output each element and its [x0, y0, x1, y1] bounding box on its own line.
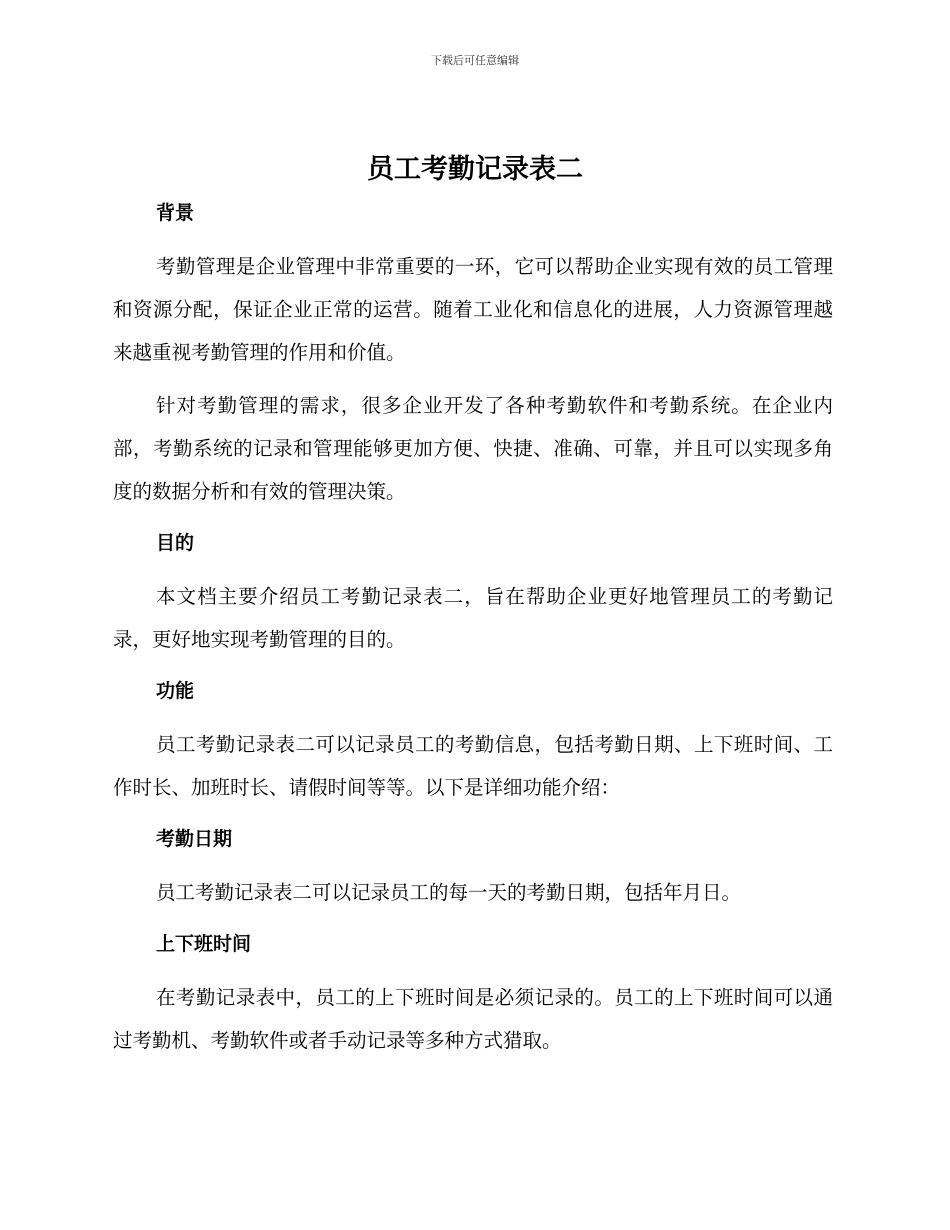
paragraph: 本文档主要介绍员工考勤记录表二，旨在帮助企业更好地管理员工的考勤记录，更好地实现考勤管理的目的。 [113, 585, 833, 651]
page-header-note: 下载后可任意编辑 [431, 54, 519, 67]
paragraph: 针对考勤管理的需求，很多企业开发了各种考勤软件和考勤系统。在企业内部，考勤系统的记录和管理能够更加方便、快捷、准确、可靠，并且可以实现多角度的数据分析和有效的管理决策。 [113, 394, 833, 503]
section-purpose [113, 523, 833, 671]
paragraph: 在考勤记录表中，员工的上下班时间是必须记录的。员工的上下班时间可以通过考勤机、考勤软件或者手动记录等多种方式猎取。 [113, 986, 833, 1052]
section-background [113, 193, 833, 523]
document-title: 员工考勤记录表二 [367, 154, 583, 185]
paragraph: 员工考勤记录表二可以记录员工的每一天的考勤日期，包括年月日。 [156, 881, 742, 904]
section-heading: 上下班时间 [156, 933, 252, 955]
section-heading: 背景 [156, 202, 195, 224]
paragraph: 员工考勤记录表二可以记录员工的考勤信息，包括考勤日期、上下班时间、工作时长、加班时长、请假时间等等。以下是详细功能介绍： [113, 733, 833, 799]
paragraph: 考勤管理是企业管理中非常重要的一环，它可以帮助企业实现有效的员工管理和资源分配，保证企业正常的运营。随着工业化和信息化的进展，人力资源管理越来越重视考勤管理的作用和价值。 [113, 255, 833, 364]
section-features [113, 671, 833, 819]
section-heading: 考勤日期 [156, 828, 233, 850]
section-work-hours [113, 924, 833, 1062]
section-heading: 功能 [156, 680, 195, 702]
section-attendance-date [113, 819, 833, 924]
document-body [113, 193, 833, 1062]
section-heading: 目的 [156, 532, 195, 554]
